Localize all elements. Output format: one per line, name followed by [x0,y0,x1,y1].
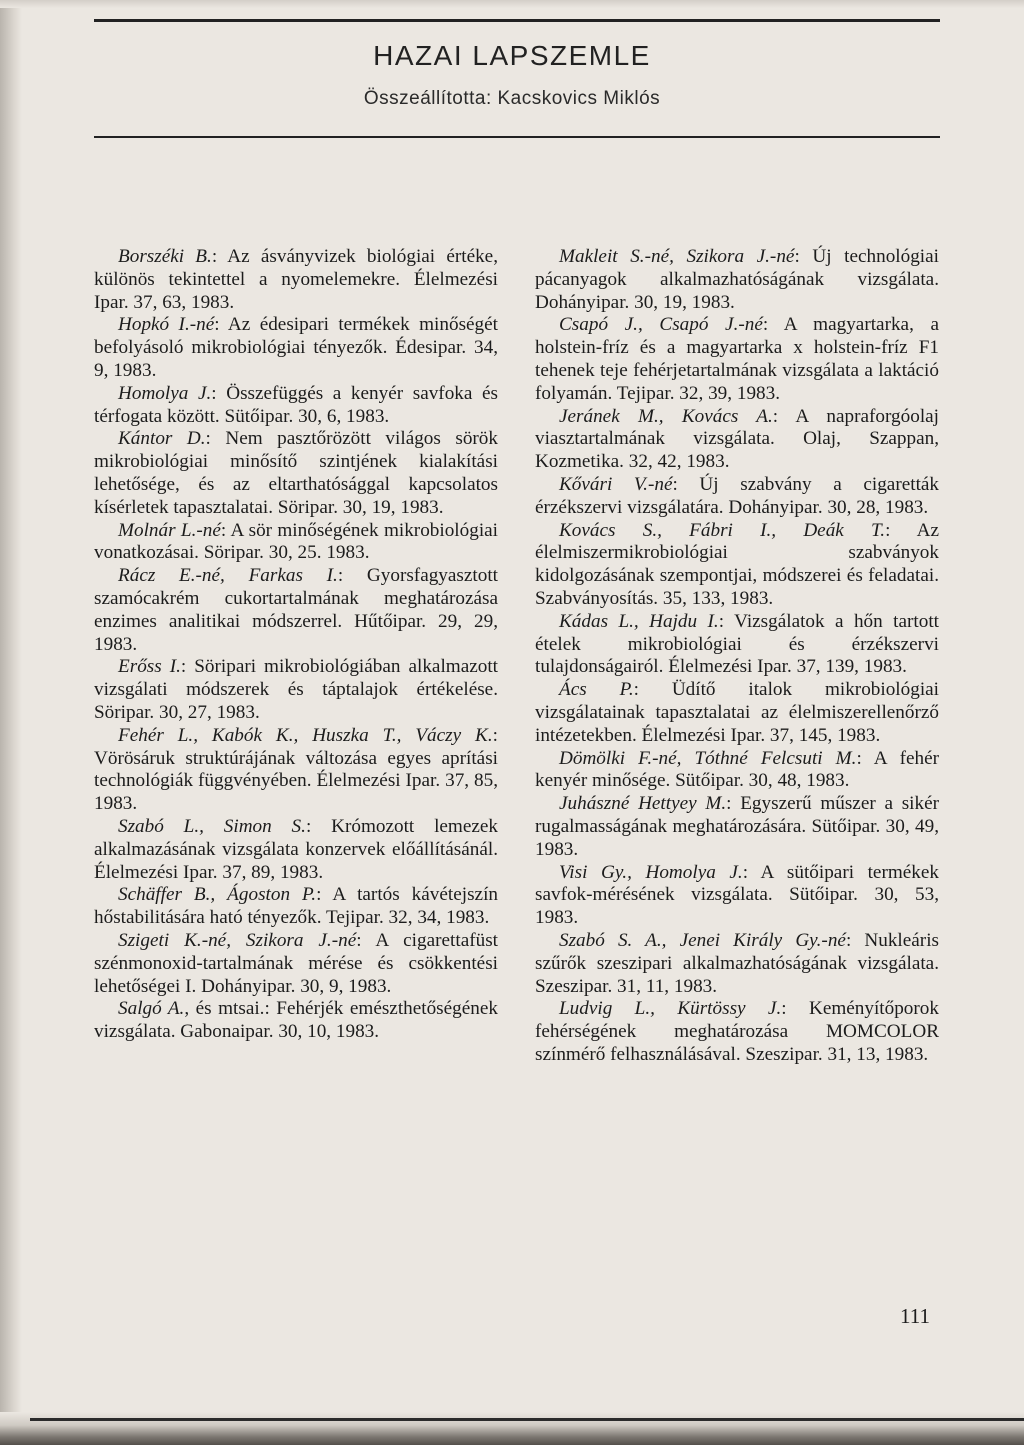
reference-authors: Kovács S., Fábri I., Deák T. [559,519,886,541]
reference-entry [94,428,498,519]
reference-entry [94,998,498,1044]
reference-text: : A cigarettafüst szénmonoxid-tartalmának mérése és csökkentési lehetőségei I. Dohányipar. 30, 9, 1983. [94,929,498,997]
reference-entry [535,748,939,794]
reference-text: , és mtsai.: Fehérjék emészthetőségének vizsgálata. Gabonaipar. 30, 10, 1983. [94,998,498,1043]
page-bottom-line [30,1418,1024,1421]
reference-text: : Az ásványvizek biológiai értéke, különös tekintettel a nyomelemekre. Élelmezési Ipar. 37, 63, 1983. [94,246,498,313]
reference-authors: Kántor D. [118,428,206,450]
reference-text: : Üdítő italok mikrobiológiai vizsgálatainak tapasztalatai az élelmiszerellenőrző intézetekben. Élelmezési Ipar. 37, 145, 1983. [535,679,940,746]
reference-authors: Jeránek M., Kovács A. [559,405,773,427]
section-title: HAZAI LAPSZEMLE [373,40,651,71]
right-column [535,246,939,1067]
reference-authors: Homolya J. [118,382,212,404]
page-bottom-edge [0,1412,1024,1445]
reference-text: : A napraforgóolaj viasztartalmának vizsgálata. Olaj, Szappan, Kozmetika. 32, 42, 1983. [535,405,939,473]
reference-entry [535,611,939,679]
reference-entry [94,656,498,724]
reference-text: : A sütőipari termékek savfok-mérésének vizsgálata. Sütőipar. 30, 53, 1983. [535,861,939,929]
reference-entry [535,246,939,314]
section-compiler: Összeállította: Kacskovics Miklós [363,88,661,109]
reference-entry [94,246,498,314]
reference-text: : Keményítőporok fehérségének meghatározása MOMCOLOR színmérő felhasználásával. Szeszipar. 31, 13, 1983. [535,998,939,1065]
reference-entry [535,930,939,998]
reference-entry [535,314,939,405]
reference-entry [94,816,498,884]
reference-authors: Juhászné Hettyey M. [559,793,727,815]
reference-authors: Ács P. [559,679,634,701]
reference-authors: Kővári V.-né [559,473,673,495]
reference-text: : Krómozott lemezek alkalmazásának vizsgálata konzervek előállításánál. Élelmezési Ipar. 37, 89, 1983. [94,815,498,883]
reference-text: : Új szabvány a cigaretták érzékszervi vizsgálatára. Dohányipar. 30, 28, 1983. [535,473,940,518]
reference-text: : A tartós kávétejszín hőstabilitására ható tényezők. Tejipar. 32, 34, 1983. [94,884,498,929]
reference-text: : Az élelmiszermikrobiológiai szabványok kidolgozásának szempontjai, módszerei és feladatai. Szabványosítás. 35, 133, 1983. [535,519,939,609]
reference-entry [94,725,498,816]
reference-entry [94,884,498,930]
reference-entry [535,520,939,611]
reference-entry [94,520,498,566]
reference-authors: Schäffer B., Ágoston P. [118,884,317,906]
reference-text: : Összefüggés a kenyér savfoka és térfogata között. Sütőipar. 30, 6, 1983. [94,382,498,427]
reference-entry [535,862,939,930]
reference-text: : Nukleáris szűrők szeszipari alkalmazhatóságának vizsgálata. Szeszipar. 31, 11, 1983. [535,929,939,997]
reference-text: : Vizsgálatok a hőn tartott ételek mikrobiológiai és érzékszervi tulajdonságairól. Élelmezési Ipar. 37, 139, 1983. [535,610,939,678]
reference-authors: Borszéki B. [118,246,212,267]
reference-text: : Söripari mikrobiológiában alkalmazott vizsgálati módszerek és táptalajok értékelése. Söripar. 30, 27, 1983. [94,656,498,723]
reference-text: : Egyszerű műszer a sikér rugalmasságának meghatározására. Sütőipar. 30, 49, 1983. [535,793,939,860]
reference-authors: Makleit S.-né, Szikora J.-né [559,246,795,267]
reference-entry [94,314,498,382]
reference-entry [535,406,939,474]
reference-authors: Szigeti K.-né, Szikora J.-né [118,929,357,951]
reference-text: : Vörösáruk struktúrájának változása egyes aprítási technológiák függvényében. Élelmezési Ipar. 37, 85, 1983. [94,724,498,815]
header-rule-top [94,19,940,22]
left-column [94,246,498,1044]
reference-text: : Új technológiai pácanyagok alkalmazhatóságának vizsgálata. Dohányipar. 30, 19, 1983. [535,246,939,313]
reference-authors: Szabó L., Simon S. [118,815,306,837]
reference-entry [535,998,939,1066]
reference-authors: Erőss I. [118,656,181,678]
reference-authors: Rácz E.-né, Farkas I. [118,565,338,587]
reference-authors: Fehér L., Kabók K., Huszka T., Váczy K. [118,724,493,746]
reference-text: : A fehér kenyér minősége. Sütőipar. 30, 48, 1983. [535,747,939,792]
reference-authors: Ludvig L., Kürtössy J. [559,998,782,1020]
reference-authors: Szabó S. A., Jenei Király Gy.-né [559,929,846,951]
header-rule-bottom [94,136,940,138]
reference-authors: Visi Gy., Homolya J. [559,861,743,883]
reference-authors: Hopkó I.-né [118,314,215,336]
reference-entry [535,793,939,861]
reference-text: : Az édesipari termékek minőségét befolyásoló mikrobiológiai tényezők. Édesipar. 34, 9, 1983. [94,314,498,381]
page-shadow-top [0,0,1024,8]
reference-entry [94,930,498,998]
reference-authors: Kádas L., Hajdu I. [559,610,719,632]
reference-authors: Dömölki F.-né, Tóthné Felcsuti M. [559,747,857,769]
reference-text: : A magyartarka, a holstein-fríz és a magyartarka x holstein-fríz F1 tehenek teje fehérjetartalmának vizsgálata a laktáció folyamán. Tejipar. 32, 39, 1983. [535,314,939,404]
reference-authors: Csapó J., Csapó J.-né [559,314,763,336]
page-shadow-left [0,0,22,1445]
page-number: 111 [900,1304,930,1328]
reference-text: : Nem pasztőrözött világos sörök mikrobiológiai minősítő szintjének kialakítási lehetősége, és az eltarthatósággal kapcsolatos kísérletek tapasztalatai. Söripar. 30, 19, 1983. [94,428,498,518]
reference-text: : Gyorsfagyasztott szamócakrém cukortartalmának meghatározása enzimes analitikai módszerrel. Hűtőipar. 29, 29, 1983. [94,565,498,655]
reference-entry [535,474,939,520]
reference-text: : A sör minőségének mikrobiológiai vonatkozásai. Söripar. 30, 25. 1983. [94,519,499,564]
reference-entry [94,565,498,656]
reference-entry [535,679,939,747]
reference-authors: Salgó A. [118,998,185,1020]
reference-entry [94,383,498,429]
reference-authors: Molnár L.-né [118,519,221,541]
